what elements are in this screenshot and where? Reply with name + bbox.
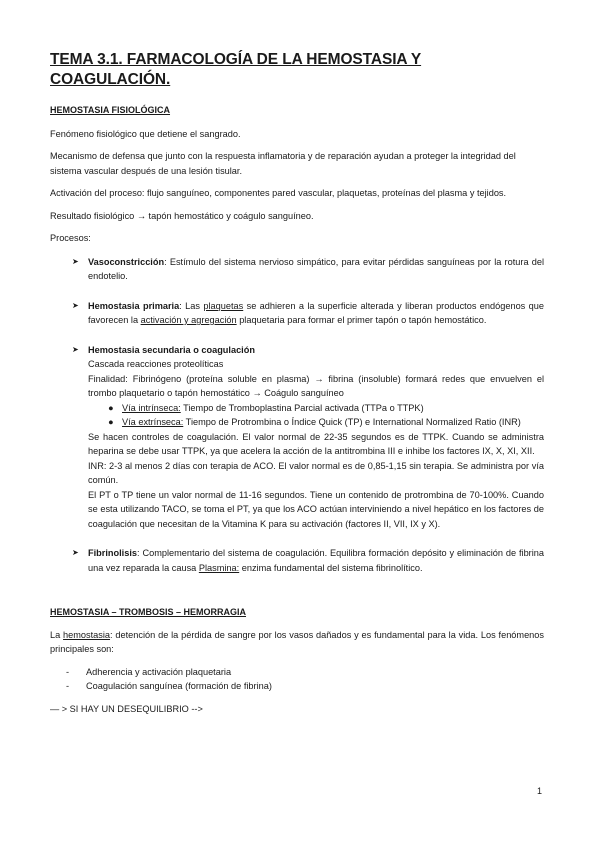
term-hemostasia: hemostasia	[63, 629, 111, 640]
page-number: 1	[537, 786, 543, 796]
paragraph-fenomeno: Fenómeno fisiológico que detiene el sangrado.	[50, 128, 241, 139]
term-via-intrinseca: Vía intrínseca:	[122, 402, 181, 413]
document-page	[50, 50, 544, 716]
text-fragment: : Complementario del sistema de coagulación. Equilibra formación depósito y eliminación de fibrina una vez reparada la causa	[88, 548, 544, 573]
text-cascada: Cascada reacciones proteolíticas	[88, 359, 224, 369]
paragraph-resultado: Resultado fisiológico → tapón hemostático y coágulo sanguíneo.	[50, 210, 314, 221]
section-heading-hemostasia-fisiologica: HEMOSTASIA FISIOLÓGICA	[50, 105, 171, 115]
text-inr: INR: 2-3 al menos 2 días con terapia de ACO. El valor normal es de 0,85-1,15 sin terapia. Se administra por vía común.	[88, 460, 544, 485]
term-via-extrinseca: Vía extrínseca:	[122, 417, 184, 427]
list-item-hemostasia-primaria	[50, 299, 544, 328]
text-fragment: Tiempo de Protrombina o Índice Quick (TP) e International Normalized Ratio (INR)	[183, 417, 521, 427]
text-fragment: Tiempo de Tromboplastina Parcial activada (TTPa o TTPK)	[180, 402, 424, 413]
text-fragment: La	[50, 629, 64, 640]
term-hemostasia-primaria: Hemostasia primaria	[88, 300, 180, 311]
term-activacion-agregacion: activación y agregación	[140, 315, 237, 325]
text-fragment: enzima fundamental del sistema fibrinolítico.	[239, 562, 423, 573]
dash-bullet-icon: -	[66, 666, 70, 677]
text-vasoconstriccion: : Estímulo del sistema nervioso simpático, para evitar pérdidas sanguíneas por la rotura del endotelio.	[88, 256, 544, 281]
list-item-text: Coagulación sanguínea (formación de fibrina)	[86, 681, 272, 691]
term-plaquetas: plaquetas	[203, 300, 244, 311]
text-fragment: : Las	[179, 300, 204, 311]
list-item-coagulacion	[50, 679, 544, 694]
dash-bullet-icon: -	[66, 681, 70, 691]
text-pt: El PT o TP tiene un valor normal de 11-16 segundos. Tiene un contenido de protrombina de 70-100%. Cuando se esta utilizando TACO, se toma el PT, ya que los ACO actúan interviniendo a nivel hepático en los factores de coagulación que necesitan de la Vitamina K para su activación (factores II, VII, IX y X).	[88, 489, 544, 529]
text-fragment: : detención de la pérdida de sangre por los vasos dañados y es fundamental para la vida. Los fenómenos principales son:	[50, 629, 544, 654]
list-item-hemostasia-secundaria	[50, 343, 544, 358]
paragraph-activacion: Activación del proceso: flujo sanguíneo, componentes pared vascular, plaquetas, proteínas del plasma y tejidos.	[50, 188, 507, 198]
list-item-adherencia	[50, 665, 544, 680]
arrow-bullet-icon: ➤	[72, 256, 79, 266]
dot-bullet-icon: ●	[108, 417, 114, 427]
paragraph-mecanismo: Mecanismo de defensa que junto con la respuesta inflamatoria y de reparación ayudan a proteger la integridad del sistema vascular después de una lesión tisular.	[50, 151, 516, 176]
arrow-bullet-icon: ➤	[72, 344, 79, 354]
term-fibrinolisis: Fibrinolisis	[88, 548, 138, 558]
term-hemostasia-secundaria: Hemostasia secundaria o coagulación	[88, 344, 255, 355]
arrow-bullet-icon: ➤	[72, 300, 79, 310]
list-item-fibrinolisis	[50, 546, 544, 575]
term-vasoconstriccion: Vasoconstricción	[88, 256, 165, 267]
paragraph-procesos: Procesos:	[50, 233, 91, 243]
text-desequilibrio: — > SI HAY UN DESEQUILIBRIO -->	[50, 703, 203, 714]
list-item-text: Adherencia y activación plaquetaria	[86, 666, 232, 677]
list-item-via-extrinseca	[50, 415, 544, 430]
text-finalidad: Finalidad: Fibrinógeno (proteína soluble en plasma) → fibrina (insoluble) formará redes que envuelven el trombo plaquetario o tapón hemostático → Coágulo sanguíneo	[88, 373, 544, 398]
dot-bullet-icon: ●	[108, 402, 114, 413]
paragraph-hemostasia-definicion	[50, 628, 544, 657]
list-item-via-intrinseca	[50, 401, 544, 416]
arrow-bullet-icon: ➤	[72, 548, 79, 557]
text-controles-ttpk: Se hacen controles de coagulación. El valor normal de 22-35 segundos es de TTPK. Cuando se administra heparina se debe usar TTPK, ya que acelera la acción de la antitrombina III e inhibe los factores IX, X, XI, XII.	[88, 431, 544, 456]
text-fragment: se adhieren a la superficie alterada y liberan productos endógenos que favorecen la	[88, 300, 544, 325]
section-heading-hemostasia-trombosis: HEMOSTASIA – TROMBOSIS – HEMORRAGIA	[50, 607, 247, 617]
term-plasmina: Plasmina:	[198, 562, 240, 573]
text-fragment: plaquetaria para formar el primer tapón o tapón hemostático.	[236, 315, 487, 325]
document-title: TEMA 3.1. FARMACOLOGÍA DE LA HEMOSTASIA Y COAGULACIÓN.	[50, 51, 422, 88]
list-item-vasoconstriccion	[50, 255, 544, 284]
